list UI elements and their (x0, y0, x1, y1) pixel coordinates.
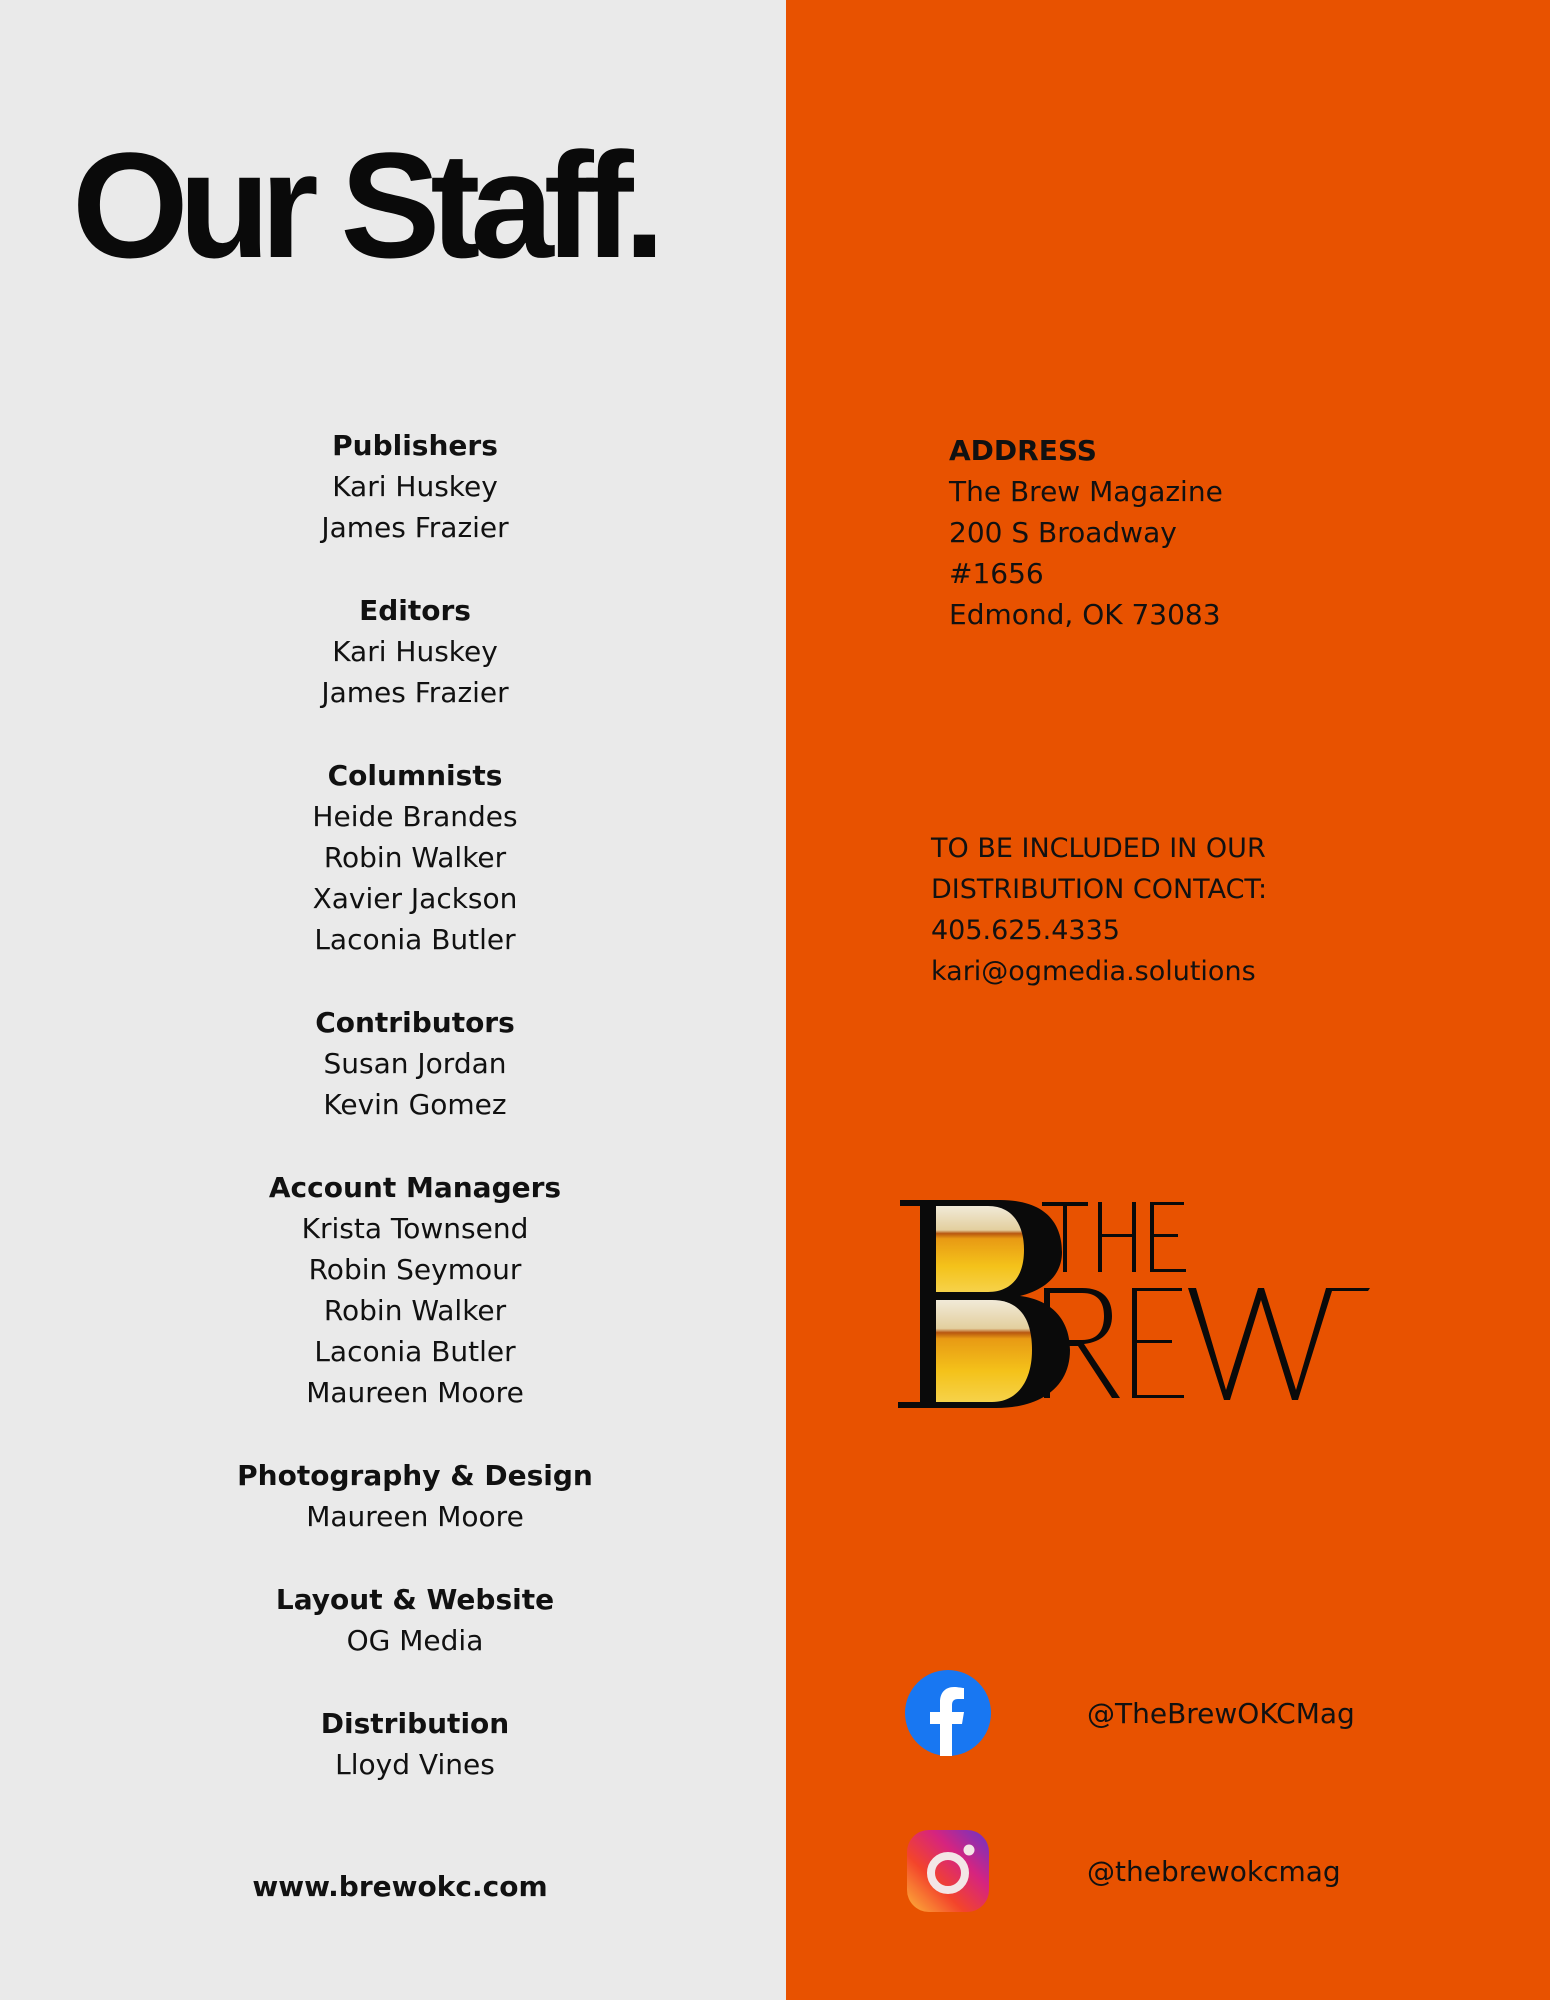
staff-name: Heide Brandes (312, 800, 518, 833)
staff-name: Kari Huskey (332, 470, 498, 503)
address-heading: ADDRESS (949, 434, 1097, 467)
staff-list (210, 425, 620, 1827)
facebook-icon[interactable] (905, 1670, 991, 1756)
staff-group (210, 1579, 620, 1661)
instagram-handle[interactable]: @thebrewokcmag (1087, 1854, 1341, 1888)
staff-name: Susan Jordan (323, 1047, 507, 1080)
staff-name: Laconia Butler (314, 923, 516, 956)
website-link[interactable]: www.brewokc.com (252, 1870, 548, 1903)
staff-name: OG Media (346, 1624, 484, 1657)
the-brew-logo (892, 1190, 1376, 1420)
address-line: 200 S Broadway (949, 516, 1177, 549)
role-heading: Columnists (327, 759, 503, 792)
staff-name: Krista Townsend (301, 1212, 529, 1245)
staff-group (210, 755, 620, 960)
staff-group (210, 590, 620, 713)
instagram-row[interactable] (905, 1826, 1365, 1916)
role-heading: Distribution (320, 1707, 510, 1740)
role-heading: Layout & Website (275, 1583, 555, 1616)
facebook-handle[interactable]: @TheBrewOKCMag (1087, 1696, 1355, 1730)
staff-name: Robin Walker (323, 1294, 507, 1327)
distribution-contact (931, 828, 1267, 992)
contact-email[interactable]: kari@ogmedia.solutions (931, 956, 1256, 987)
page-title: Our Staff. (72, 121, 656, 289)
address-line: The Brew Magazine (949, 475, 1223, 508)
contact-phone[interactable]: 405.625.4335 (931, 915, 1120, 946)
staff-group (210, 1703, 620, 1785)
role-heading: Photography & Design (237, 1459, 593, 1492)
address-block (949, 430, 1223, 635)
staff-name: Kevin Gomez (323, 1088, 507, 1121)
staff-group (210, 425, 620, 548)
staff-name: Xavier Jackson (312, 882, 518, 915)
staff-name: James Frazier (321, 511, 509, 544)
contact-line: DISTRIBUTION CONTACT: (931, 874, 1268, 905)
staff-group (210, 1002, 620, 1125)
role-heading: Account Managers (268, 1171, 562, 1204)
role-heading: Editors (359, 594, 471, 627)
address-line: #1656 (949, 557, 1044, 590)
instagram-icon[interactable] (905, 1828, 991, 1914)
staff-name: James Frazier (321, 676, 509, 709)
staff-group (210, 1167, 620, 1413)
staff-name: Maureen Moore (306, 1376, 524, 1409)
staff-group (210, 1455, 620, 1537)
role-heading: Contributors (315, 1006, 515, 1039)
role-heading: Publishers (332, 429, 498, 462)
contact-line: TO BE INCLUDED IN OUR (931, 833, 1266, 864)
address-line: Edmond, OK 73083 (949, 598, 1221, 631)
staff-name: Robin Walker (323, 841, 507, 874)
staff-name: Kari Huskey (332, 635, 498, 668)
staff-name: Maureen Moore (306, 1500, 524, 1533)
facebook-row[interactable] (905, 1668, 1365, 1758)
staff-name: Lloyd Vines (335, 1748, 495, 1781)
staff-name: Laconia Butler (314, 1335, 516, 1368)
staff-name: Robin Seymour (308, 1253, 522, 1286)
